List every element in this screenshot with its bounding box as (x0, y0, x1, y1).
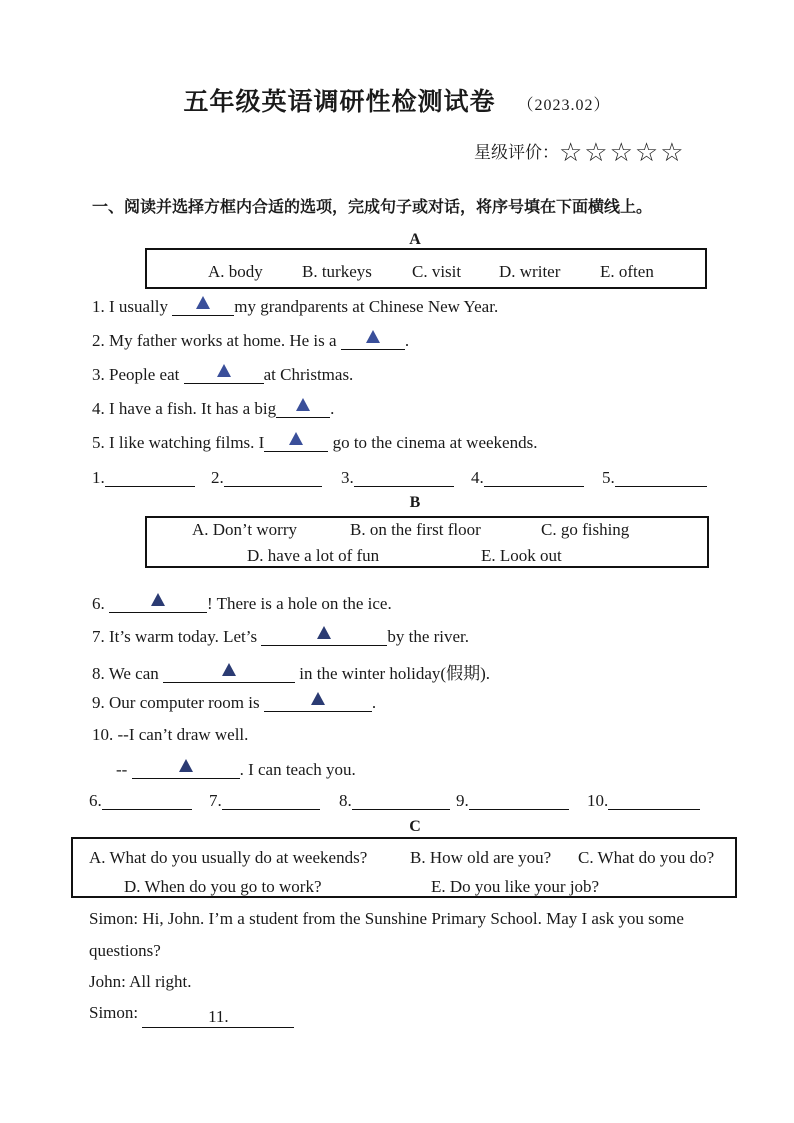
option-e: E. Do you like your job? (431, 877, 600, 896)
blank-number: 11. (208, 1007, 229, 1026)
question-10 (92, 725, 248, 745)
answer-label: 3. (341, 468, 354, 487)
question-text: . I can teach you. (239, 760, 356, 779)
question-text: 6. (92, 594, 109, 613)
question-5 (92, 432, 537, 453)
question-4 (92, 398, 334, 419)
answer-label: 7. (209, 791, 222, 810)
answer-blank[interactable] (172, 296, 234, 316)
rating-label: 星级评价： (474, 143, 559, 163)
dialogue-line: John: All right. (89, 972, 192, 991)
part-a-label: A (409, 231, 421, 248)
question-text: 4. I have a fish. It has a big (92, 399, 277, 418)
exam-title: 五年级英语调研性检测试卷 (183, 87, 496, 116)
question-6 (92, 593, 392, 614)
answer-2 (211, 468, 322, 488)
answer-line[interactable] (484, 468, 584, 487)
answer-7 (209, 791, 320, 811)
answer-10 (587, 791, 700, 811)
question-text: . (404, 331, 410, 350)
question-text: -- (116, 760, 132, 779)
option-c: C. visit (412, 262, 462, 281)
question-2 (92, 330, 409, 351)
answer-1 (92, 468, 195, 488)
option-e: E. Look out (481, 546, 562, 565)
dialogue-line: questions? (89, 941, 161, 960)
answer-blank[interactable] (264, 692, 372, 712)
option-d: D. When do you go to work? (124, 877, 322, 896)
star-rating (474, 138, 686, 168)
answer-label: 1. (92, 468, 105, 487)
question-text: by the river. (387, 627, 470, 646)
question-7 (92, 626, 469, 647)
answer-line[interactable] (608, 791, 700, 810)
answer-blank[interactable] (132, 759, 240, 779)
answer-line[interactable] (615, 468, 707, 487)
answer-label: 8. (339, 791, 352, 810)
part-c-label: C (409, 818, 421, 835)
answer-blank[interactable] (163, 663, 295, 683)
question-text: go to the cinema at weekends. (328, 433, 538, 452)
question-text: 5. I like watching films. I (92, 433, 265, 452)
option-a: A. Don’t worry (192, 520, 297, 539)
answer-line[interactable] (102, 791, 192, 810)
option-d: D. have a lot of fun (247, 546, 380, 565)
answer-line[interactable] (224, 468, 322, 487)
answer-blank[interactable] (142, 1007, 294, 1028)
option-c: C. go fishing (541, 520, 630, 539)
triangle-marker-icon (366, 330, 380, 343)
answer-line[interactable] (352, 791, 450, 810)
section-heading: 一、阅读并选择方框内合适的选项，完成句子或对话，将序号填在下面横线上。 (92, 197, 653, 216)
option-b: B. turkeys (302, 262, 372, 281)
answer-line[interactable] (469, 791, 569, 810)
question-text: 9. Our computer room is (92, 693, 264, 712)
answer-label: 9. (456, 791, 469, 810)
question-8 (92, 659, 490, 684)
option-c: C. What do you do? (578, 848, 715, 867)
question-9 (92, 692, 376, 713)
answer-9 (456, 791, 569, 811)
dialogue-line-blank (89, 1003, 294, 1028)
answer-blank[interactable] (341, 330, 405, 350)
answer-label: 10. (587, 791, 609, 810)
option-d: D. writer (499, 262, 561, 281)
triangle-marker-icon (217, 364, 231, 377)
question-3 (92, 364, 353, 385)
option-b: B. How old are you? (410, 848, 552, 867)
question-text: ! There is a hole on the ice. (207, 594, 392, 613)
question-text: 3. People eat (92, 365, 184, 384)
triangle-marker-icon (179, 759, 193, 772)
exam-date: （2023.02） (517, 97, 611, 114)
answer-line[interactable] (354, 468, 454, 487)
option-a: A. body (208, 262, 263, 281)
answer-blank[interactable] (109, 593, 207, 613)
answer-6 (89, 791, 192, 811)
answer-5 (602, 468, 707, 488)
option-a: A. What do you usually do at weekends? (89, 848, 368, 867)
answer-line[interactable] (222, 791, 320, 810)
answer-4 (471, 468, 584, 488)
answer-line[interactable] (105, 468, 195, 487)
answer-label: 4. (471, 468, 484, 487)
triangle-marker-icon (196, 296, 210, 309)
answer-8 (339, 791, 450, 811)
answer-3 (341, 468, 454, 488)
question-text: my grandparents at Chinese New Year. (234, 297, 499, 316)
question-text: 7. It’s warm today. Let’s (92, 627, 262, 646)
question-text: . (371, 693, 377, 712)
triangle-marker-icon (317, 626, 331, 639)
answer-blank[interactable] (276, 398, 330, 418)
triangle-marker-icon (151, 593, 165, 606)
answer-blank[interactable] (264, 432, 328, 452)
speaker-label: Simon: (89, 1003, 143, 1022)
triangle-marker-icon (289, 432, 303, 445)
dialogue-line: Simon: Hi, John. I’m a student from the Sunshine Primary School. May I ask you some (89, 909, 684, 928)
answer-label: 2. (211, 468, 224, 487)
triangle-marker-icon (222, 663, 236, 676)
question-text: . (330, 399, 335, 418)
answer-label: 5. (602, 468, 615, 487)
question-text: 8. We can (92, 664, 164, 683)
option-b: B. on the first floor (350, 520, 481, 539)
question-1 (92, 296, 498, 317)
question-text: in the winter holiday(假期). (295, 664, 491, 683)
triangle-marker-icon (311, 692, 325, 705)
part-b-label: B (409, 494, 421, 511)
answer-blank[interactable] (184, 364, 264, 384)
option-e: E. often (600, 262, 654, 281)
triangle-marker-icon (296, 398, 310, 411)
question-text: 1. I usually (92, 297, 173, 316)
question-10-reply (116, 759, 356, 780)
answer-label: 6. (89, 791, 102, 810)
question-text: 10. --I can’t draw well. (92, 725, 249, 744)
page-title (0, 82, 794, 118)
answer-blank[interactable] (261, 626, 387, 646)
rating-stars-icon: ☆☆☆☆☆ (559, 138, 686, 168)
question-text: at Christmas. (263, 365, 354, 384)
question-text: 2. My father works at home. He is a (92, 331, 341, 350)
